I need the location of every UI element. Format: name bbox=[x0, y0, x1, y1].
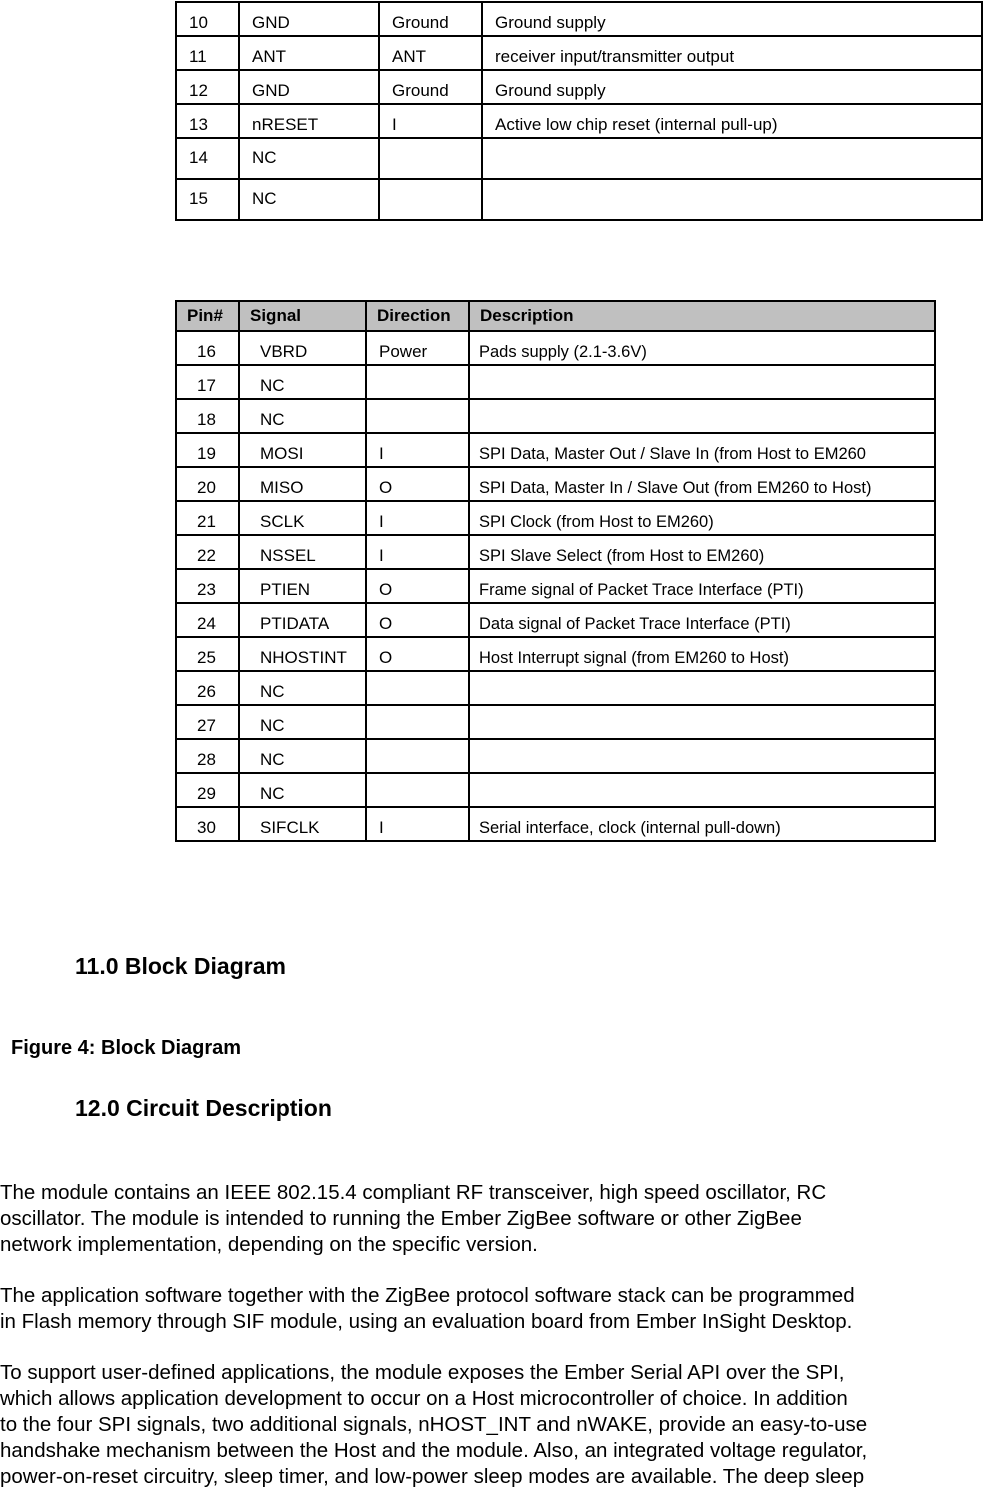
description-cell: Ground supply bbox=[482, 2, 982, 36]
direction-cell: O bbox=[366, 637, 469, 671]
pin-cell: 20 bbox=[176, 467, 239, 501]
paragraph-3 bbox=[0, 1360, 867, 1490]
direction-cell bbox=[379, 179, 482, 220]
signal-cell: PTIEN bbox=[239, 569, 366, 603]
signal-cell: SCLK bbox=[239, 501, 366, 535]
signal-cell: NC bbox=[239, 179, 379, 220]
table-row bbox=[176, 138, 982, 179]
description-cell bbox=[469, 705, 935, 739]
direction-cell: I bbox=[366, 807, 469, 841]
table-row bbox=[176, 535, 935, 569]
signal-cell: GND bbox=[239, 2, 379, 36]
direction-cell bbox=[366, 705, 469, 739]
description-cell: Frame signal of Packet Trace Interface (PTI) bbox=[469, 569, 935, 603]
description-cell bbox=[482, 138, 982, 179]
direction-cell bbox=[366, 739, 469, 773]
pin-table-continued bbox=[175, 1, 983, 221]
section-heading-block-diagram: 11.0 Block Diagram bbox=[75, 953, 286, 979]
text-line: network implementation, depending on the specific version. bbox=[0, 1233, 538, 1256]
direction-cell bbox=[366, 399, 469, 433]
description-cell: SPI Clock (from Host to EM260) bbox=[469, 501, 935, 535]
signal-cell: NC bbox=[239, 739, 366, 773]
pin-cell: 12 bbox=[176, 70, 239, 104]
description-cell bbox=[469, 773, 935, 807]
direction-cell: I bbox=[366, 501, 469, 535]
pin-cell: 11 bbox=[176, 36, 239, 70]
pin-cell: 25 bbox=[176, 637, 239, 671]
pin-table bbox=[175, 300, 936, 842]
pin-cell: 24 bbox=[176, 603, 239, 637]
pin-cell: 18 bbox=[176, 399, 239, 433]
signal-cell: MOSI bbox=[239, 433, 366, 467]
direction-cell: Ground bbox=[379, 70, 482, 104]
text-line: in Flash memory through SIF module, using an evaluation board from Ember InSight Desktop. bbox=[0, 1310, 853, 1333]
table-row bbox=[176, 603, 935, 637]
signal-cell: GND bbox=[239, 70, 379, 104]
description-cell: Data signal of Packet Trace Interface (PTI) bbox=[469, 603, 935, 637]
signal-cell: NC bbox=[239, 705, 366, 739]
direction-cell: O bbox=[366, 569, 469, 603]
pin-cell: 15 bbox=[176, 179, 239, 220]
header-direction: Direction bbox=[366, 301, 469, 331]
table-row bbox=[176, 70, 982, 104]
table-row bbox=[176, 705, 935, 739]
signal-cell: NC bbox=[239, 138, 379, 179]
table-row bbox=[176, 36, 982, 70]
paragraph-2 bbox=[0, 1283, 855, 1335]
description-cell: Serial interface, clock (internal pull-down) bbox=[469, 807, 935, 841]
signal-cell: ANT bbox=[239, 36, 379, 70]
pin-cell: 22 bbox=[176, 535, 239, 569]
description-cell bbox=[469, 365, 935, 399]
direction-cell: O bbox=[366, 603, 469, 637]
signal-cell: NC bbox=[239, 671, 366, 705]
pin-cell: 13 bbox=[176, 104, 239, 138]
table-row bbox=[176, 773, 935, 807]
figure-caption: Figure 4: Block Diagram bbox=[11, 1037, 242, 1059]
direction-cell bbox=[366, 773, 469, 807]
direction-cell: I bbox=[366, 433, 469, 467]
table-header-row bbox=[176, 301, 935, 331]
text-line: to the four SPI signals, two additional signals, nHOST_INT and nWAKE, provide an easy-to-use bbox=[0, 1413, 868, 1436]
pin-cell: 19 bbox=[176, 433, 239, 467]
signal-cell: NC bbox=[239, 773, 366, 807]
pin-cell: 17 bbox=[176, 365, 239, 399]
direction-cell: O bbox=[366, 467, 469, 501]
table-row bbox=[176, 2, 982, 36]
header-description: Description bbox=[469, 301, 935, 331]
table-row bbox=[176, 671, 935, 705]
pin-cell: 27 bbox=[176, 705, 239, 739]
pin-cell: 21 bbox=[176, 501, 239, 535]
signal-cell: NC bbox=[239, 365, 366, 399]
description-cell: Active low chip reset (internal pull-up) bbox=[482, 104, 982, 138]
table-row bbox=[176, 739, 935, 773]
description-cell: receiver input/transmitter output bbox=[482, 36, 982, 70]
description-cell bbox=[469, 739, 935, 773]
table-row bbox=[176, 104, 982, 138]
paragraph-1 bbox=[0, 1180, 826, 1258]
signal-cell: PTIDATA bbox=[239, 603, 366, 637]
text-line: which allows application development to occur on a Host microcontroller of choice. In addition bbox=[0, 1387, 848, 1410]
table-row bbox=[176, 399, 935, 433]
table-row bbox=[176, 365, 935, 399]
description-cell bbox=[469, 399, 935, 433]
header-signal: Signal bbox=[239, 301, 366, 331]
description-cell: Ground supply bbox=[482, 70, 982, 104]
signal-cell: NHOSTINT bbox=[239, 637, 366, 671]
signal-cell: VBRD bbox=[239, 331, 366, 365]
description-cell: Pads supply (2.1-3.6V) bbox=[469, 331, 935, 365]
pin-cell: 26 bbox=[176, 671, 239, 705]
description-cell: SPI Slave Select (from Host to EM260) bbox=[469, 535, 935, 569]
table-row bbox=[176, 807, 935, 841]
text-line: power-on-reset circuitry, sleep timer, and low-power sleep modes are available. The deep sleep bbox=[0, 1465, 865, 1488]
description-cell: SPI Data, Master Out / Slave In (from Host to EM260 bbox=[469, 433, 935, 467]
description-cell: SPI Data, Master In / Slave Out (from EM260 to Host) bbox=[469, 467, 935, 501]
text-line: The application software together with the ZigBee protocol software stack can be programmed bbox=[0, 1284, 855, 1307]
pin-cell: 10 bbox=[176, 2, 239, 36]
text-line: To support user-defined applications, the module exposes the Ember Serial API over the SPI, bbox=[0, 1361, 845, 1384]
direction-cell: I bbox=[379, 104, 482, 138]
table-row bbox=[176, 501, 935, 535]
signal-cell: NSSEL bbox=[239, 535, 366, 569]
table-row bbox=[176, 637, 935, 671]
signal-cell: NC bbox=[239, 399, 366, 433]
direction-cell: ANT bbox=[379, 36, 482, 70]
direction-cell: I bbox=[366, 535, 469, 569]
pin-cell: 30 bbox=[176, 807, 239, 841]
header-pin: Pin# bbox=[176, 301, 239, 331]
signal-cell: MISO bbox=[239, 467, 366, 501]
pin-cell: 28 bbox=[176, 739, 239, 773]
direction-cell: Power bbox=[366, 331, 469, 365]
direction-cell bbox=[366, 671, 469, 705]
text-line: oscillator. The module is intended to running the Ember ZigBee software or other ZigBee bbox=[0, 1207, 802, 1230]
pin-cell: 29 bbox=[176, 773, 239, 807]
table-row bbox=[176, 179, 982, 220]
description-cell bbox=[469, 671, 935, 705]
direction-cell: Ground bbox=[379, 2, 482, 36]
table-row bbox=[176, 467, 935, 501]
table-row bbox=[176, 433, 935, 467]
pin-cell: 23 bbox=[176, 569, 239, 603]
text-line: The module contains an IEEE 802.15.4 compliant RF transceiver, high speed oscillator, RC bbox=[0, 1181, 827, 1204]
direction-cell bbox=[379, 138, 482, 179]
description-cell bbox=[482, 179, 982, 220]
table-row bbox=[176, 569, 935, 603]
pin-cell: 14 bbox=[176, 138, 239, 179]
direction-cell bbox=[366, 365, 469, 399]
signal-cell: SIFCLK bbox=[239, 807, 366, 841]
text-line: handshake mechanism between the Host and the module. Also, an integrated voltage regulator, bbox=[0, 1439, 868, 1462]
pin-cell: 16 bbox=[176, 331, 239, 365]
section-heading-circuit-description: 12.0 Circuit Description bbox=[75, 1095, 332, 1121]
description-cell: Host Interrupt signal (from EM260 to Host) bbox=[469, 637, 935, 671]
signal-cell: nRESET bbox=[239, 104, 379, 138]
table-row bbox=[176, 331, 935, 365]
